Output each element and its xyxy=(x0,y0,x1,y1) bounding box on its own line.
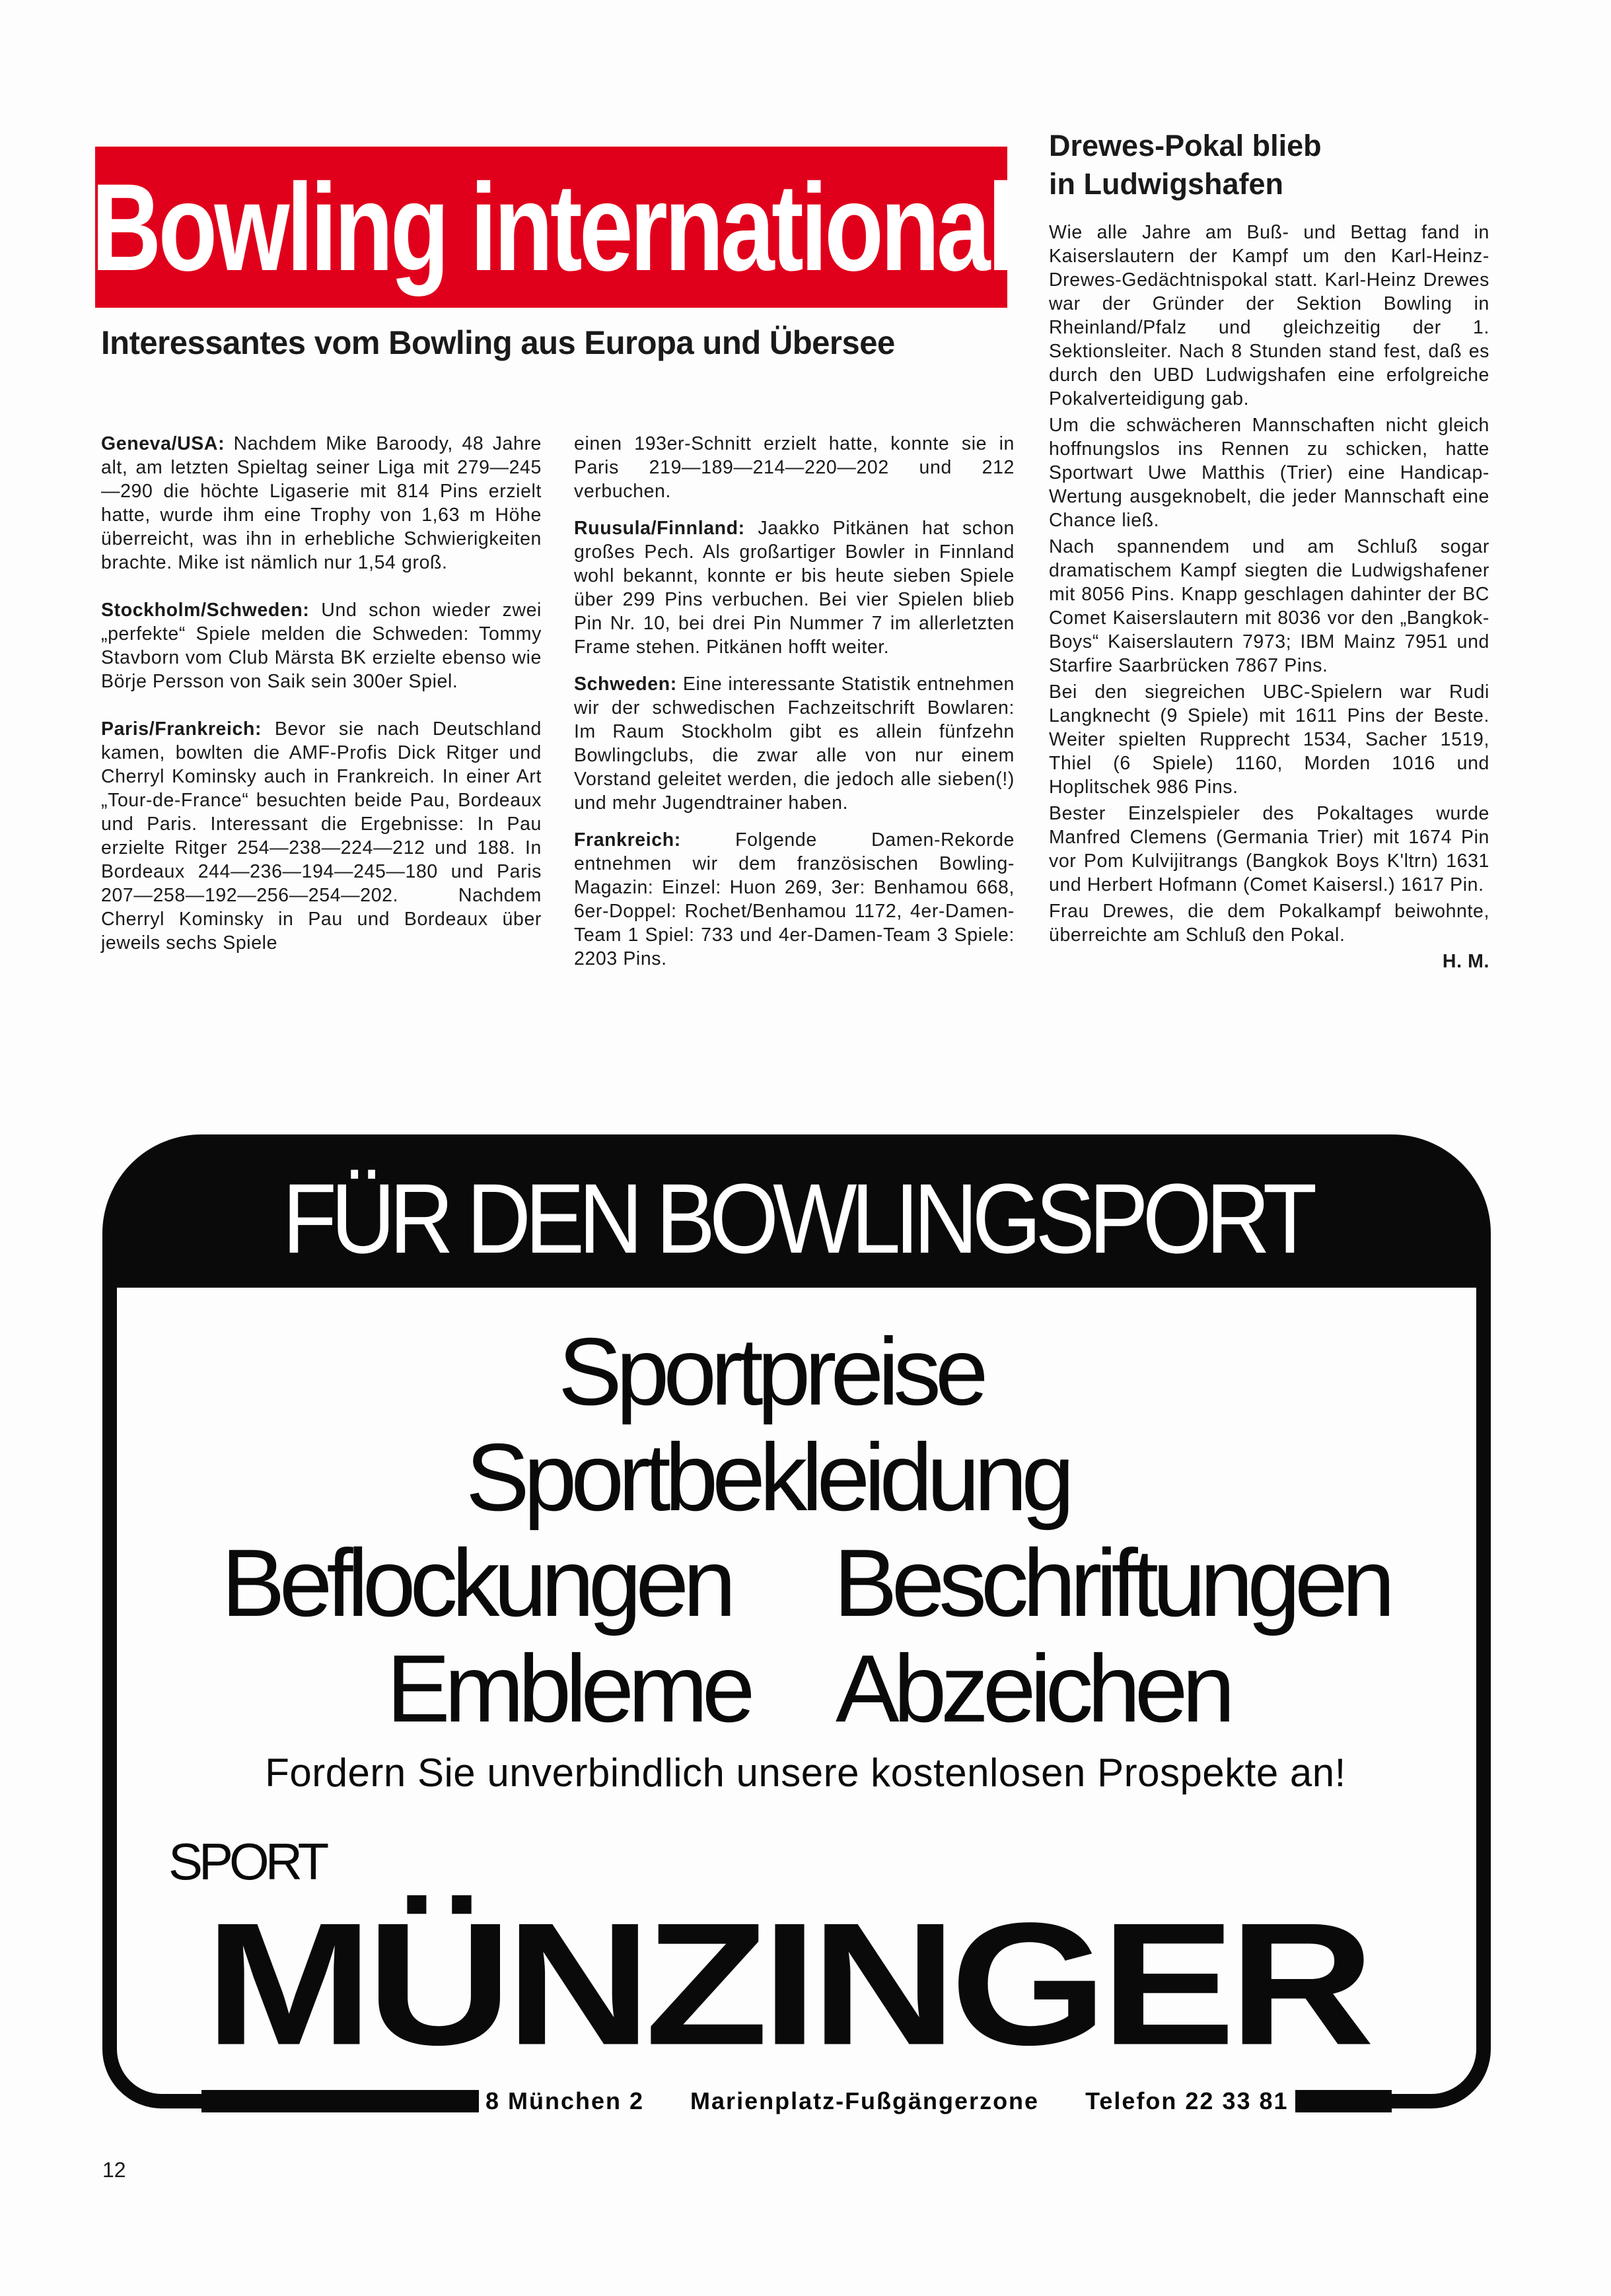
ad-line-beschriftungen: Beschriftungen xyxy=(834,1529,1390,1636)
divider xyxy=(1295,2090,1392,2112)
article-stockholm xyxy=(101,598,542,693)
divider xyxy=(201,2090,479,2112)
article-place: Stockholm/Schweden: xyxy=(101,600,310,621)
ad-line-sportpreise: Sportpreise xyxy=(558,1318,983,1425)
ad-call-to-action: Fordern Sie unverbindlich unsere kostenlosen Prospekte an! xyxy=(265,1751,1346,1795)
article-text: Bevor sie nach Deutschland kamen, bowlten die AMF-Profis Dick Ritger und Cherryl Kominsky auch in Frankreich. In einer Art „Tour-de-France“ besuchten beide Pau, Bordeaux und Paris. Interessant die Ergebnisse: In Pau erzielte Ritger 254—238—224—212 und 188. In Bordeaux 244—236—194—245—180 und Paris 207—258—192—256—254—202. Nachdem Cherryl Kominsky in Pau und Bordeaux über jeweils sechs Spiele xyxy=(101,718,542,954)
side-article-headline xyxy=(1049,127,1322,203)
address-phone: Telefon 22 33 81 xyxy=(1085,2087,1289,2115)
article-place: Paris/Frankreich: xyxy=(101,718,262,740)
paragraph: Bester Einzelspieler des Pokaltages wurde Manfred Clemens (Germania Trier) mit 1674 Pin vor Pom Kulvijitrangs (Bangkok Boys K'ltrn) 1631 und Herbert Hofmann (Comet Kaisersl.) 1617 Pin. xyxy=(1049,803,1489,895)
article-place: Ruusula/Finnland: xyxy=(574,518,745,539)
paragraph: Nach spannendem und am Schluß sogar dramatischem Kampf siegten die Ludwigshafener mit 8056 Pins. Knapp geschlagen dahinter der BC Comet Kaiserslautern mit 8036 vor den „Bangkok-Boys“ Kaiserslautern 7973; IBM Mainz 7951 und Starfire Saarbrücken 7867 Pins. xyxy=(1049,536,1489,676)
headline-line-1: Drewes-Pokal blieb xyxy=(1049,129,1322,162)
author-signature: H. M. xyxy=(1442,951,1489,972)
ad-line-embleme: Embleme xyxy=(386,1635,750,1742)
ad-line-sportbekleidung: Sportbekleidung xyxy=(466,1424,1069,1531)
brand-prefix: SPORT xyxy=(168,1832,326,1891)
article-paris xyxy=(101,717,542,955)
column-1 xyxy=(101,432,542,979)
ad-line-beflockungen: Beflockungen xyxy=(221,1529,731,1636)
address-text xyxy=(479,2088,1295,2114)
paragraph: Frau Drewes, die dem Pokalkampf beiwohnte, überreichte am Schluß den Pokal. xyxy=(1049,901,1489,946)
article-geneva xyxy=(101,432,542,574)
article-schweden xyxy=(574,672,1015,815)
ad-header-text: FÜR DEN BOWLINGSPORT xyxy=(282,1163,1311,1274)
article-ruusula xyxy=(574,516,1015,659)
article-paris-continued xyxy=(574,432,1015,503)
article-place: Geneva/USA: xyxy=(101,433,225,454)
article-text: Nachdem Mike Baroody, 48 Jahre alt, am letzten Spieltag seiner Liga mit 279—245—290 die höchte Ligaserie mit 814 Pins erzielt hatte, wurde ihm eine Trophy von 1,63 m Höhe überreicht, was ihn in erhebliche Schwierigkeiten brachte. Mike ist nämlich nur 1,54 groß. xyxy=(101,433,542,573)
page-subtitle: Interessantes vom Bowling aus Europa und Übersee xyxy=(101,324,895,361)
ad-header-band xyxy=(117,1149,1476,1288)
ad-line-abzeichen: Abzeichen xyxy=(836,1635,1230,1742)
headline-line-2: in Ludwigshafen xyxy=(1049,167,1283,201)
article-text: Eine interessante Statistik entnehmen wir der schwedischen Fachzeitschrift Bowlaren: Im Raum Stockholm gibt es allein fünfzehn Bowlingclubs, die zwar alle von nur einem Vorstand geleitet werden, die jedoch alle sieben(!) und mehr Jugendtrainer haben. xyxy=(574,674,1015,814)
article-frankreich xyxy=(574,828,1015,971)
page-number: 12 xyxy=(102,2158,126,2182)
paragraph: Wie alle Jahre am Buß- und Bettag fand in Kaiserslautern der Kampf um den Karl-Heinz-Drewes-Gedächtnispokal statt. Karl-Heinz Drewes war der Gründer der Sektion Bowling in Rheinland/Pfalz und gleichzeitig der 1. Sektionsleiter. Nach 8 Stunden stand fest, daß es durch den UBD Ludwigshafen eine erfolgreiche Pokalverteidigung gab. xyxy=(1049,222,1489,409)
article-place: Frankreich: xyxy=(574,829,681,851)
ad-address-bar xyxy=(102,2087,1491,2116)
address-city: 8 München 2 xyxy=(485,2087,645,2115)
article-text: Und schon wieder zwei „perfekte“ Spiele melden die Schweden: Tommy Stavborn vom Club Märsta BK erzielte ebenso wie Börje Persson von Saik sein 300er Spiel. xyxy=(101,600,542,692)
header-banner xyxy=(91,147,1011,308)
article-text: einen 193er-Schnitt erzielt hatte, konnte sie in Paris 219—189—214—220—202 und 212 verbuchen. xyxy=(574,433,1015,502)
column-2 xyxy=(574,432,1015,984)
column-3 xyxy=(1049,221,1489,973)
paragraph: Bei den siegreichen UBC-Spielern war Rudi Langknecht (9 Spiele) mit 1611 Pins der Beste. Weiter spielten Rupprecht 1534, Sacher 1519, Thiel (6 Spiele) 1160, Morden 1016 und Hoplitschek 986 Pins. xyxy=(1049,681,1489,798)
page-title: Bowling international xyxy=(91,158,1011,296)
paragraph: Um die schwächeren Mannschaften nicht gleich hoffnungslos ins Rennen zu schicken, hatte Sportwart Uwe Matthis (Trier) eine Handicap-Wertung ausgeknobelt, die jeder Mannschaft eine Chance ließ. xyxy=(1049,415,1489,531)
article-text: Folgende Damen-Rekorde entnehmen wir dem französischen Bowling-Magazin: Einzel: Huon 269, 3er: Benhamou 668, 6er-Doppel: Rochet/Benhamou 1172, 4er-Damen-Team 1 Spiel: 733 und 4er-Damen-Team 3 Spiele: 2203 Pins. xyxy=(574,829,1015,969)
article-place: Schweden: xyxy=(574,674,677,695)
article-text: Jaakko Pitkänen hat schon großes Pech. Als großartiger Bowler in Finnland wohl bekannt, konnte er bis heute sieben Spiele über 299 Pins verbuchen. Bei vier Spielen blieb Pin Nr. 10, bei drei Pin Nummer 7 im allerletzten Frame stehen. Pitkänen hofft weiter. xyxy=(574,518,1015,658)
address-street: Marienplatz-Fußgängerzone xyxy=(690,2087,1040,2115)
brand-logo: MÜNZINGER xyxy=(205,1886,1369,2081)
